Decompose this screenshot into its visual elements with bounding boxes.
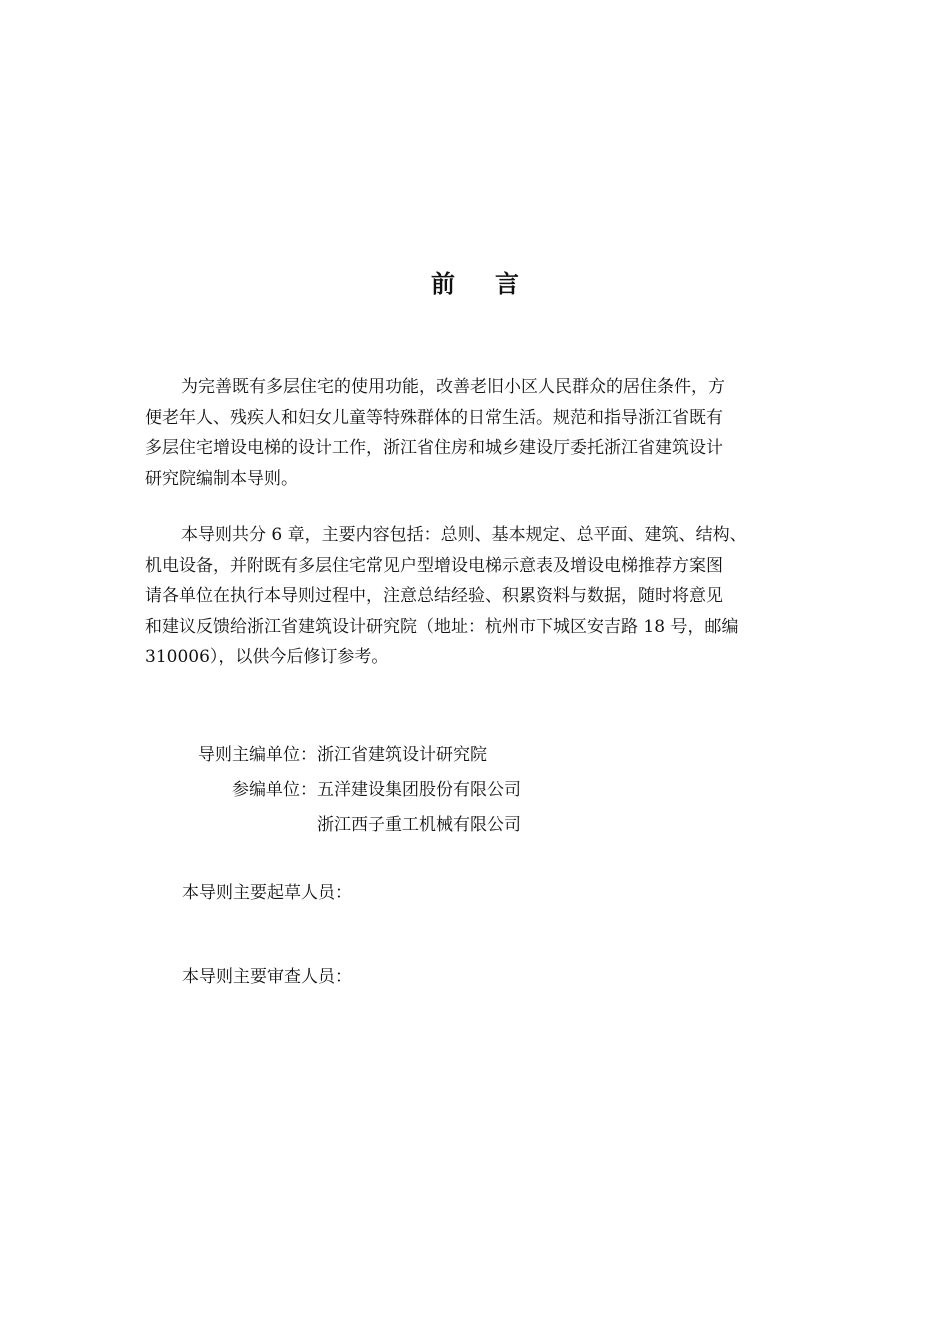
drafters-label: 本导则主要起草人员：	[182, 883, 352, 903]
editing-units	[182, 738, 521, 843]
participant-unit-label: 参编单位：	[232, 780, 317, 800]
paragraph-line: 310006），以供今后修订参考。	[145, 647, 389, 667]
participant-unit-value: 浙江西子重工机械有限公司	[317, 815, 521, 835]
paragraph-line: 多层住宅增设电梯的设计工作，浙江省住房和城乡建设厅委托浙江省建筑设计	[145, 438, 723, 458]
participant-unit-value: 五洋建设集团股份有限公司	[317, 780, 521, 800]
paragraph-line: 本导则共分 6 章，主要内容包括：总则、基本规定、总平面、建筑、结构、	[181, 525, 747, 545]
paragraph-contents	[145, 520, 817, 673]
chief-unit-value: 浙江省建筑设计研究院	[317, 745, 487, 765]
paragraph-line: 便老年人、残疾人和妇女儿童等特殊群体的日常生活。规范和指导浙江省既有	[145, 407, 723, 428]
paragraph-line: 请各单位在执行本导则过程中，注意总结经验、积累资料与数据，随时将意见	[145, 586, 723, 606]
page-title: 前言	[431, 269, 559, 298]
chief-unit-row	[182, 738, 521, 773]
paragraph-line: 和建议反馈给浙江省建筑设计研究院（地址：杭州市下城区安吉路 18 号，邮编	[145, 616, 739, 637]
paragraph-line: 研究院编制本导则。	[145, 468, 298, 489]
chief-unit-label: 导则主编单位：	[198, 745, 317, 765]
paragraph-line: 机电设备，并附既有多层住宅常见户型增设电梯示意表及增设电梯推荐方案图	[145, 555, 723, 576]
paragraph-intro	[145, 372, 817, 494]
paragraph-line: 为完善既有多层住宅的使用功能，改善老旧小区人民群众的居住条件，方	[181, 377, 725, 397]
participant-unit-row	[182, 808, 521, 843]
participant-unit-row	[182, 773, 521, 808]
reviewers-label: 本导则主要审查人员：	[182, 967, 352, 987]
